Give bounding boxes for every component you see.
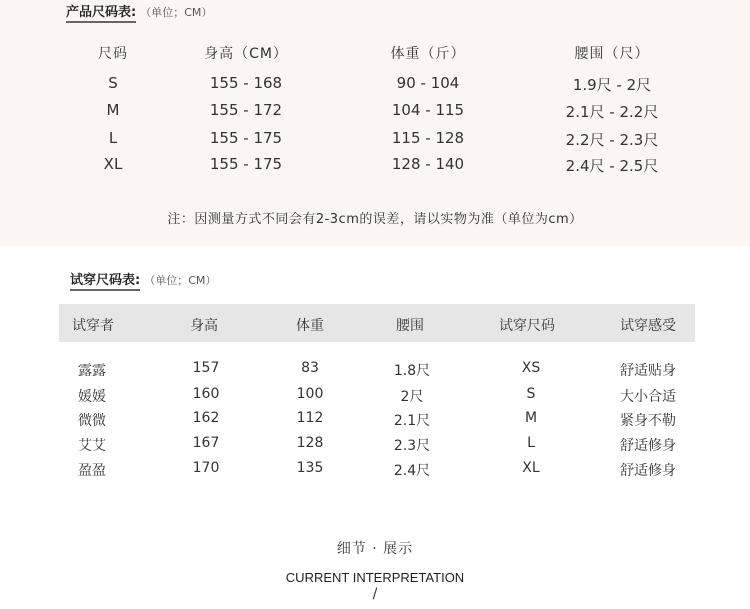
trial-table-header-cell: 腰围	[396, 318, 424, 334]
trial-table-cell: 135	[296, 460, 324, 476]
trial-table-cell: S	[526, 386, 536, 402]
size-table-cell: 104 - 115	[391, 101, 465, 119]
trial-table-name-cell: 微微	[78, 413, 106, 429]
trial-table-name-cell: 媛媛	[78, 389, 106, 405]
trial-table-cell: 1.8尺	[393, 363, 431, 379]
size-table-cell: M	[106, 101, 120, 119]
trial-table-cell: XL	[522, 460, 540, 476]
trial-table-cell: 2尺	[400, 389, 424, 405]
trial-table-cell: 162	[192, 410, 220, 426]
size-table-cell: 128 - 140	[391, 155, 465, 173]
detail-section-subtitle: CURRENT INTERPRETATION	[285, 570, 465, 585]
trial-table-header-cell: 身高	[190, 318, 218, 334]
size-table-header-cell: 身高（CM）	[204, 46, 288, 62]
size-table-title-text: 产品尺码表:	[66, 5, 136, 23]
trial-table-cell: 160	[192, 386, 220, 402]
trial-table-header-cell: 试穿尺码	[499, 318, 555, 334]
trial-table-cell: 167	[192, 435, 220, 451]
size-table-cell: 90 - 104	[396, 74, 460, 92]
trial-table-header-cell: 试穿者	[72, 318, 114, 334]
size-table-header-cell: 尺码	[98, 46, 128, 62]
detail-section-slash: /	[372, 586, 378, 602]
trial-table-cell: 83	[301, 360, 319, 376]
trial-table-cell: 舒适修身	[620, 463, 676, 479]
size-table-cell: 115 - 128	[391, 129, 465, 147]
size-table-cell: XL	[103, 155, 123, 173]
trial-table-cell: 112	[296, 410, 324, 426]
trial-table-unit: （单位；CM）	[144, 274, 217, 287]
trial-table-cell: 128	[296, 435, 324, 451]
size-table-cell: 2.1尺 - 2.2尺	[565, 103, 659, 121]
trial-table-header-bar	[59, 304, 695, 342]
trial-table-name-cell: 盈盈	[78, 463, 106, 479]
size-table-cell: 1.9尺 - 2尺	[572, 76, 652, 94]
size-table-cell: 155 - 168	[209, 74, 283, 92]
size-table-cell: 155 - 175	[209, 129, 283, 147]
trial-table-name-cell: 艾艾	[78, 438, 106, 454]
trial-table-header-cell: 试穿感受	[620, 318, 676, 334]
size-table-cell: 155 - 175	[209, 155, 283, 173]
trial-table-cell: L	[527, 435, 535, 451]
trial-table-title	[70, 269, 216, 288]
trial-table-cell: 大小合适	[620, 389, 676, 405]
size-table-title	[66, 1, 212, 20]
trial-table-name-cell: 露露	[78, 363, 106, 379]
trial-table-cell: XS	[521, 360, 541, 376]
trial-table-cell: 2.1尺	[393, 413, 431, 429]
trial-table-cell: 157	[192, 360, 220, 376]
trial-table-cell: 170	[192, 460, 220, 476]
trial-table-cell: 舒适贴身	[620, 363, 676, 379]
size-table-note: 注：因测量方式不同会有2-3cm的误差，请以实物为准（单位为cm）	[167, 212, 583, 227]
trial-table-cell: 2.3尺	[393, 438, 431, 454]
trial-table-cell: 舒适修身	[620, 438, 676, 454]
size-table-header-cell: 腰围（尺）	[574, 46, 650, 62]
trial-table-cell: 紧身不勒	[620, 413, 676, 429]
size-table-cell: S	[108, 74, 118, 92]
trial-table-header-cell: 体重	[296, 318, 324, 334]
trial-table-title-text: 试穿尺码表:	[70, 273, 140, 291]
trial-table-cell: 100	[296, 386, 324, 402]
size-table-cell: L	[108, 129, 118, 147]
size-table-cell: 2.4尺 - 2.5尺	[565, 157, 659, 175]
size-table-header-cell: 体重（斤）	[390, 46, 466, 62]
size-table-cell: 155 - 172	[209, 101, 283, 119]
trial-table-cell: M	[524, 410, 538, 426]
trial-table-cell: 2.4尺	[393, 463, 431, 479]
size-table-cell: 2.2尺 - 2.3尺	[565, 131, 659, 149]
detail-section-title: 细节 · 展示	[336, 541, 414, 557]
size-table-unit: （单位；CM）	[140, 6, 213, 19]
